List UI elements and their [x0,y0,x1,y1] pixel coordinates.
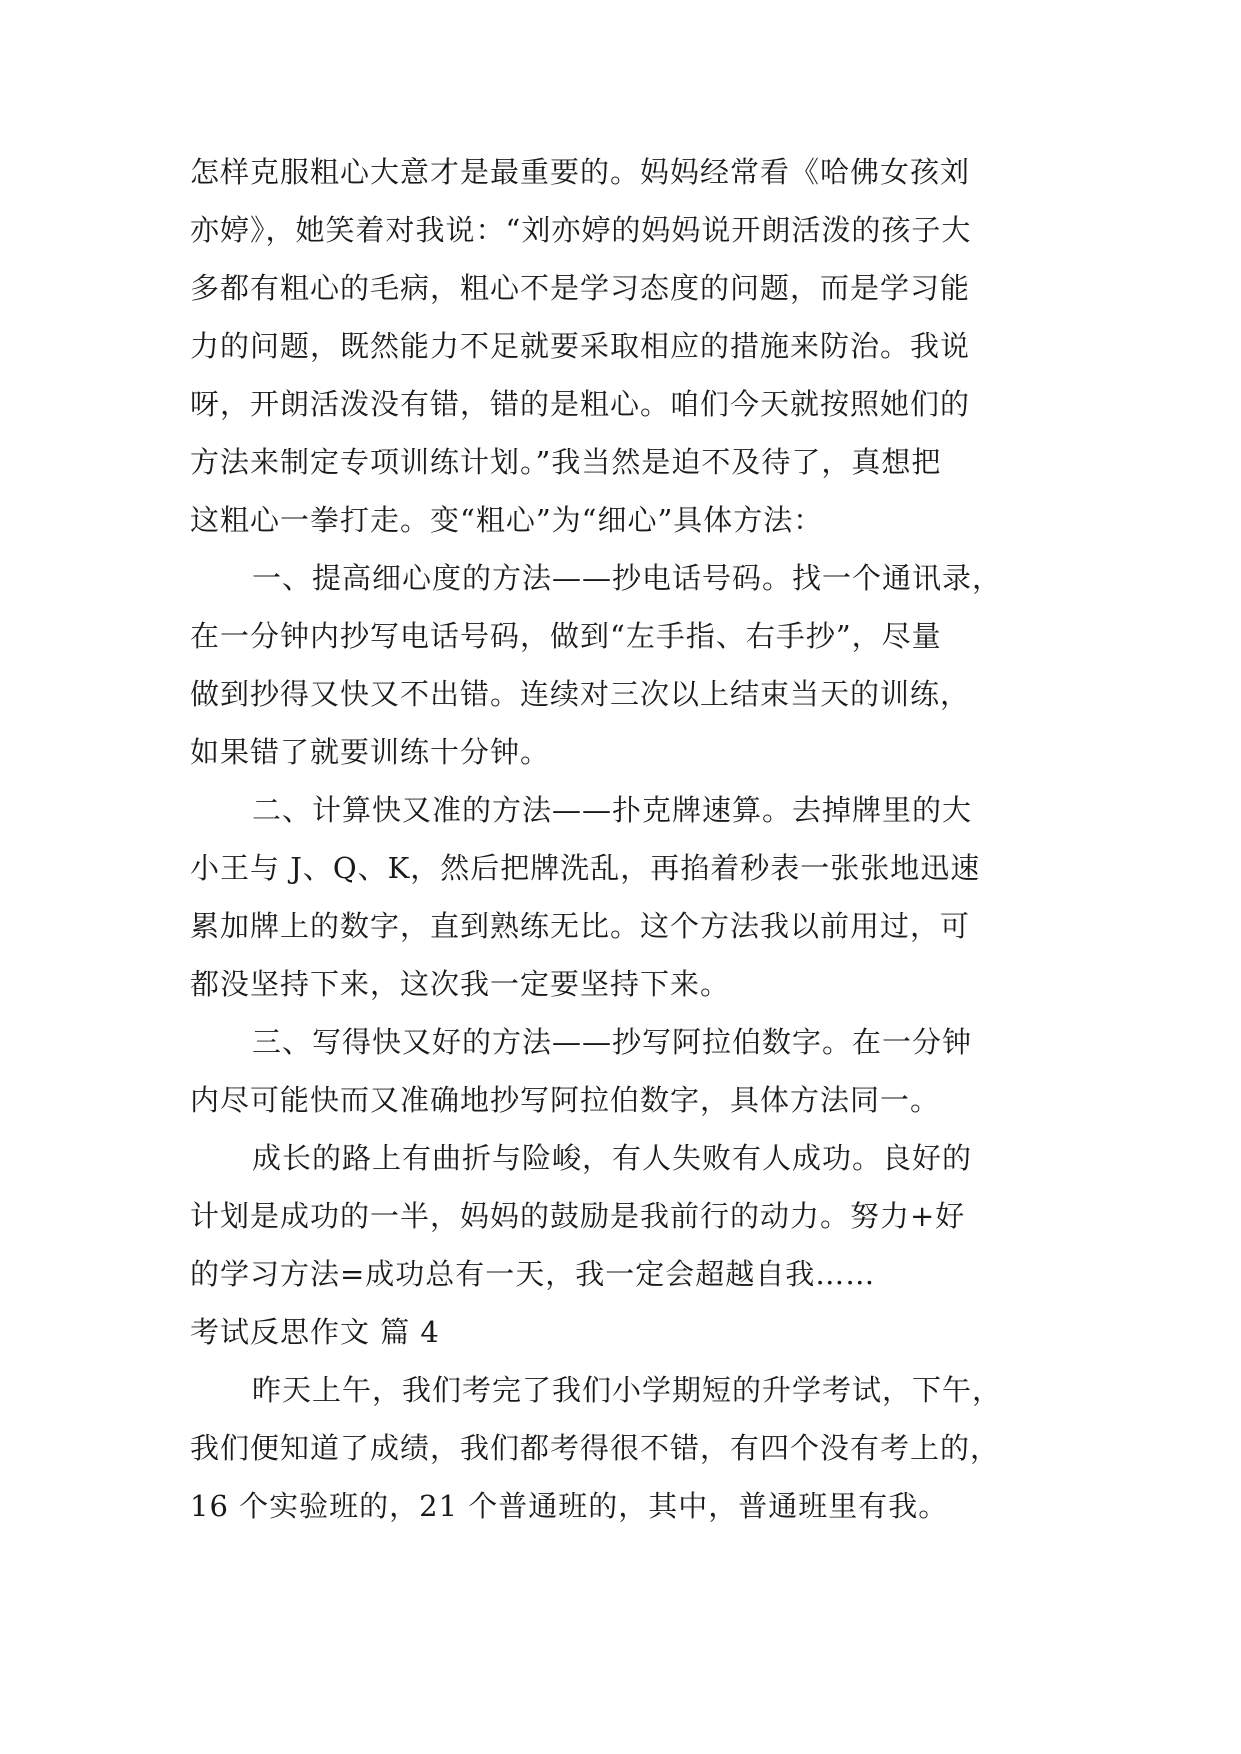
paragraph-line: 方法来制定专项训练计划。”我当然是迫不及待了，真想把 [190,445,942,479]
paragraph-line: 三、写得快又好的方法——抄写阿拉伯数字。在一分钟 [252,1025,973,1059]
paragraph-line: 怎样克服粗心大意才是最重要的。妈妈经常看《哈佛女孩刘 [190,155,971,189]
paragraph-line: 亦婷》，她笑着对我说：“刘亦婷的妈妈说开朗活泼的孩子大 [190,213,972,247]
paragraph-line: 做到抄得又快又不出错。连续对三次以上结束当天的训练， [190,677,971,711]
paragraph-line: 多都有粗心的毛病，粗心不是学习态度的问题，而是学习能 [190,271,971,305]
paragraph-line: 我们便知道了成绩，我们都考得很不错，有四个没有考上的， [190,1431,1001,1465]
paragraph-line: 力的问题，既然能力不足就要采取相应的措施来防治。我说 [190,329,971,363]
paragraph-line: 累加牌上的数字，直到熟练无比。这个方法我以前用过，可 [190,909,971,943]
paragraph-line: 内尽可能快而又准确地抄写阿拉伯数字，具体方法同一。 [190,1083,941,1117]
paragraph-line: 计划是成功的一半，妈妈的鼓励是我前行的动力。努力+好 [190,1199,966,1233]
paragraph-line: 的学习方法=成功总有一天，我一定会超越自我…… [190,1257,876,1291]
paragraph-line: 如果错了就要训练十分钟。 [190,735,551,769]
paragraph-line: 昨天上午，我们考完了我们小学期短的升学考试，下午， [252,1373,1003,1407]
paragraph-line: 在一分钟内抄写电话号码，做到“左手指、右手抄”，尽量 [190,619,942,653]
paragraph-line: 一、提高细心度的方法——抄电话号码。找一个通讯录， [252,561,1003,595]
paragraph-line: 小王与 J、Q、K，然后把牌洗乱，再掐着秒表一张张地迅速 [190,851,981,885]
paragraph-line: 成长的路上有曲折与险峻，有人失败有人成功。良好的 [252,1141,973,1175]
paragraph-line: 都没坚持下来，这次我一定要坚持下来。 [190,967,731,1001]
paragraph-line: 二、计算快又准的方法——扑克牌速算。去掉牌里的大 [252,793,973,827]
section-heading: 考试反思作文 篇 4 [190,1315,440,1349]
paragraph-line: 呀，开朗活泼没有错，错的是粗心。咱们今天就按照她们的 [190,387,971,421]
paragraph-line: 这粗心一拳打走。变“粗心”为“细心”具体方法： [190,503,824,537]
paragraph-line: 16 个实验班的，21 个普通班的，其中，普通班里有我。 [190,1489,949,1523]
